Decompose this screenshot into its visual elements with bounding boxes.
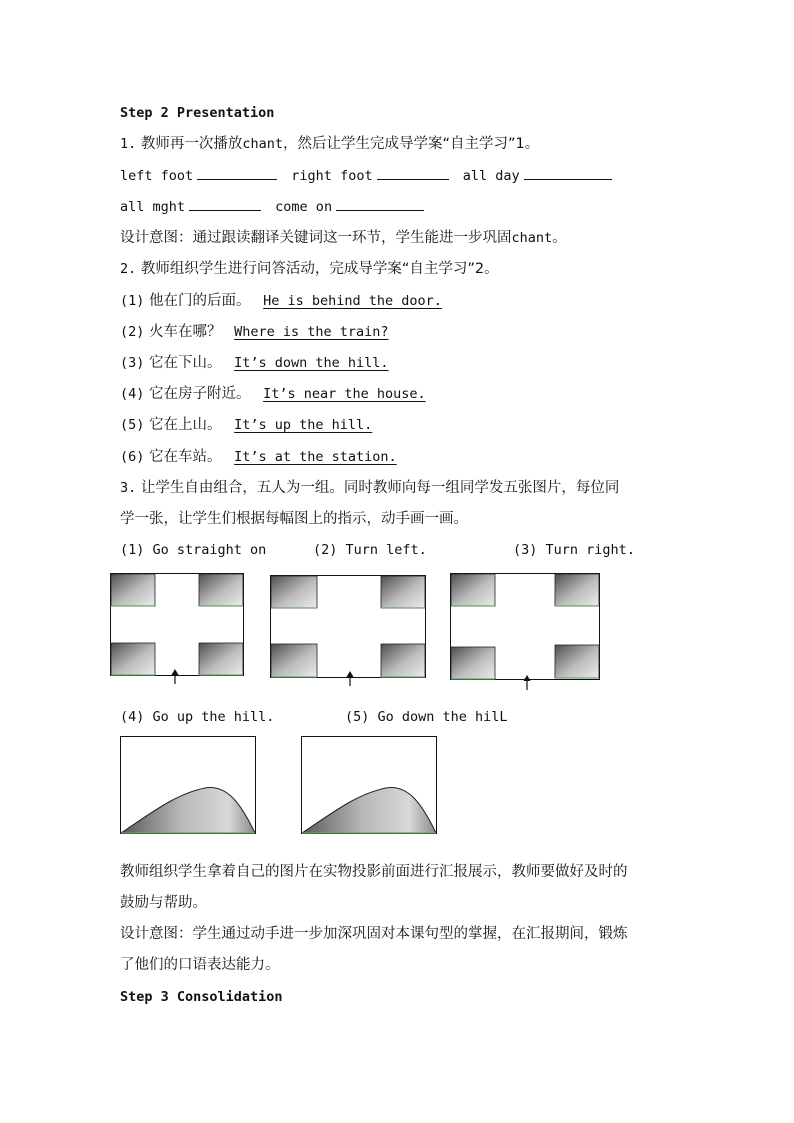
- qa-chinese: 它在房子附近。: [149, 386, 251, 402]
- qa-number: (6): [120, 449, 145, 465]
- qa-item: [120, 354, 389, 372]
- item1-line: [120, 135, 539, 153]
- qa-item: [120, 323, 389, 341]
- map-turn-right: [450, 573, 602, 691]
- building-block: [271, 644, 317, 677]
- direction-label: (3) Turn right.: [513, 542, 635, 558]
- direction-label: (2) Turn left.: [313, 542, 427, 558]
- intent2-line1: 设计意图：学生通过动手进一步加深巩固对本课句型的掌握，在汇报期间，锻炼: [120, 926, 628, 942]
- blank-label-left-foot: left foot: [120, 168, 194, 184]
- qa-chinese: 火车在哪？: [149, 324, 222, 340]
- item1-number: 1.: [120, 136, 137, 152]
- building-block: [199, 574, 243, 606]
- blanks-row2: [120, 198, 430, 216]
- step2-heading: Step 2 Presentation: [120, 105, 275, 121]
- item2-text: 教师组织学生进行问答活动，完成导学案“自主学习”2。: [140, 261, 499, 277]
- building-block: [199, 643, 243, 675]
- map-turn-left: [270, 575, 428, 687]
- building-block: [381, 576, 425, 608]
- item3-number: 3.: [120, 480, 137, 496]
- qa-english: It’s up the hill.: [234, 417, 373, 433]
- report-line2: 鼓励与帮助。: [120, 895, 207, 911]
- qa-item: [120, 385, 426, 403]
- qa-number: (1): [120, 293, 145, 309]
- qa-chinese: 他在门的后面。: [149, 293, 251, 309]
- qa-number: (5): [120, 417, 145, 433]
- intent1-text-a: 设计意图：通过跟读翻译关键词这一环节，学生能进一步巩固: [120, 230, 512, 246]
- qa-english: It’s down the hill.: [234, 355, 389, 371]
- item1-text-a: 教师再一次播放: [140, 136, 243, 152]
- intent1-text-c: 。: [552, 230, 567, 246]
- item2-line: [120, 260, 499, 278]
- building-block: [451, 574, 495, 606]
- building-block: [271, 576, 317, 608]
- building-block: [381, 644, 425, 677]
- building-block: [111, 643, 155, 675]
- qa-number: (2): [120, 324, 145, 340]
- item2-number: 2.: [120, 261, 137, 277]
- item3-line2: 学一张，让学生们根据每幅图上的指示，动手画一画。: [120, 511, 468, 527]
- blank-all-night[interactable]: [189, 198, 261, 211]
- map-go-straight: [110, 573, 246, 685]
- item1-text-c: ，然后让学生完成导学案“自主学习”1。: [283, 136, 540, 152]
- hill-label: (4) Go up the hill.: [120, 709, 275, 725]
- building-block: [555, 574, 599, 606]
- blank-label-all-day: all day: [462, 168, 520, 184]
- blank-left-foot[interactable]: [197, 167, 277, 180]
- hill-figure-down: [301, 736, 439, 836]
- blank-all-day[interactable]: [524, 167, 612, 180]
- qa-item: [120, 416, 372, 434]
- building-block: [111, 574, 155, 606]
- step3-heading: Step 3 Consolidation: [120, 989, 283, 1005]
- qa-chinese: 它在下山。: [149, 355, 222, 371]
- item1-text-b: chant: [242, 136, 284, 152]
- item3-line1: [120, 479, 619, 497]
- hill-figure-up: [120, 736, 258, 836]
- direction-label: (1) Go straight on: [120, 542, 267, 558]
- qa-item: [120, 448, 397, 466]
- blank-label-all-night: all mght: [120, 199, 186, 215]
- blanks-row1: [120, 167, 618, 185]
- qa-english: It’s at the station.: [234, 449, 397, 465]
- blank-label-right-foot: right foot: [291, 168, 373, 184]
- report-line1: 教师组织学生拿着自己的图片在实物投影前面进行汇报展示，教师要做好及时的: [120, 864, 628, 880]
- hill-label: (5) Go down the hilL: [345, 709, 508, 725]
- blank-right-foot[interactable]: [377, 167, 449, 180]
- qa-english: It’s near the house.: [263, 386, 426, 402]
- qa-chinese: 它在上山。: [149, 417, 222, 433]
- qa-chinese: 它在车站。: [149, 449, 222, 465]
- qa-english: He is behind the door.: [263, 293, 442, 309]
- item3-text1: 让学生自由组合，五人为一组。同时教师向每一组同学发五张图片，每位同: [140, 480, 620, 496]
- intent1-text-b: chant: [511, 230, 553, 246]
- qa-english: Where is the train?: [234, 324, 389, 340]
- qa-number: (3): [120, 355, 145, 371]
- qa-number: (4): [120, 386, 145, 402]
- intent2-line2: 了他们的口语表达能力。: [120, 957, 280, 973]
- building-block: [451, 647, 495, 679]
- blank-label-come-on: come on: [275, 199, 333, 215]
- intent1-line: [120, 229, 567, 247]
- qa-item: [120, 292, 442, 310]
- blank-come-on[interactable]: [336, 198, 424, 211]
- building-block: [555, 645, 599, 678]
